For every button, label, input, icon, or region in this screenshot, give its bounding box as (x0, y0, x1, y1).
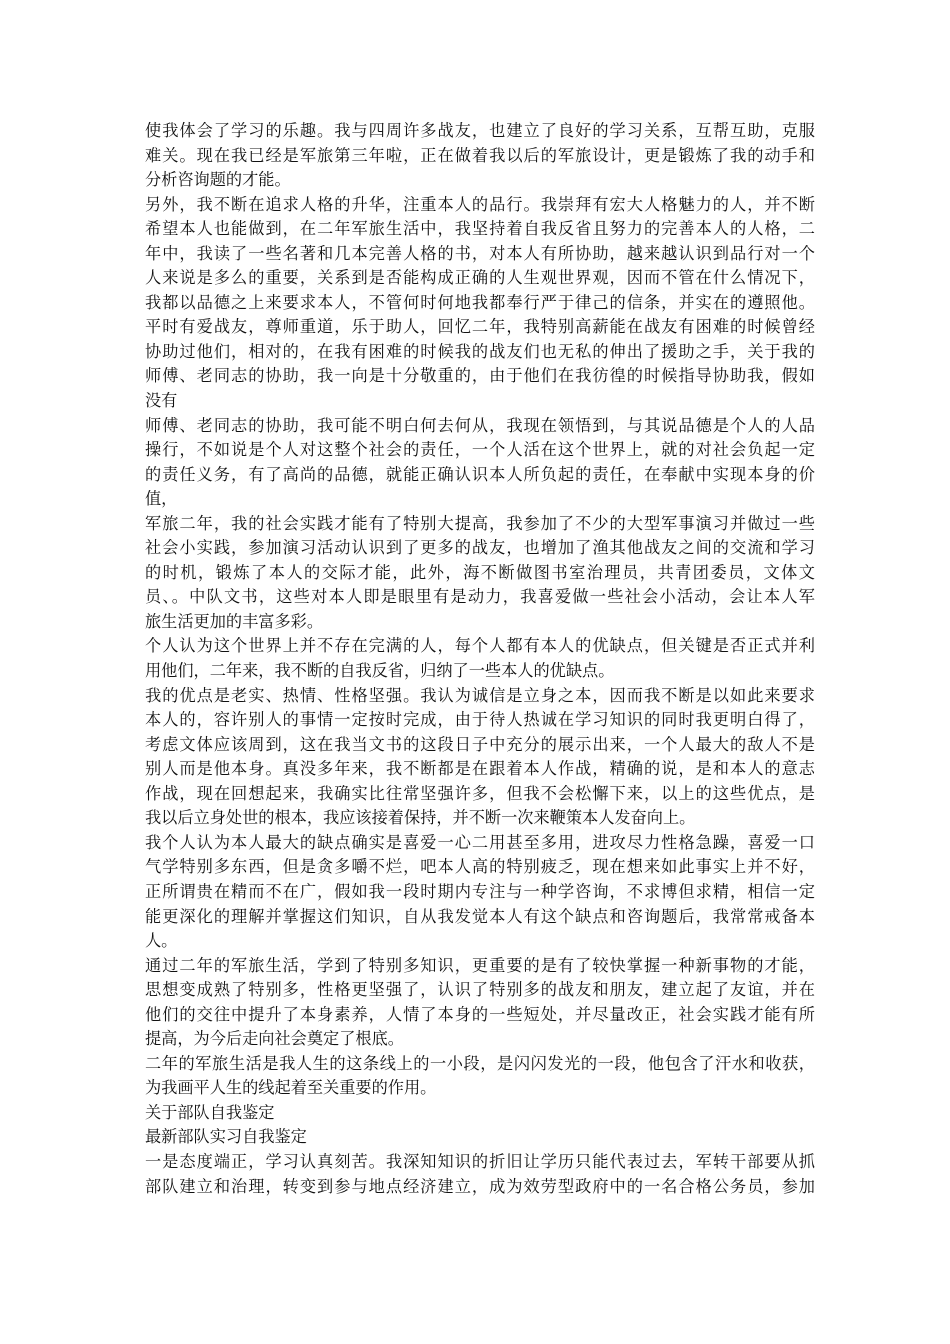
text-line: 通过二年的军旅生活，学到了特别多知识，更重要的是有了较快掌握一种新事物的才能， (145, 955, 815, 975)
text-line: 分析咨询题的才能。 (145, 170, 291, 190)
document-body (145, 119, 815, 1199)
text-line: 本人的，容许别人的事情一定按时完成，由于待人热诚在学习知识的同时我更明白得了， (145, 710, 815, 730)
text-line: 考虑文体应该周到，这在我当文书的这段日子中充分的展示出来，一个人最大的敌人不是 (145, 734, 815, 754)
text-line: 气学特别多东西，但是贪多嚼不烂，吧本人高的特别疲乏，现在想来如此事实上并不好， (145, 857, 815, 877)
text-line: 部队建立和治理，转变到参与地点经济建立，成为效劳型政府中的一名合格公务员，参加 (145, 1176, 815, 1196)
text-line: 我个人认为本人最大的缺点确实是喜爱一心二用甚至多用，进攻尽力性格急躁，喜爱一口 (145, 832, 815, 852)
text-line: 我都以品德之上来要求本人，不管何时何地我都奉行严于律己的信条，并实在的遵照他。 (145, 292, 815, 312)
text-line: 提高，为今后走向社会奠定了根底。 (145, 1029, 404, 1049)
text-line: 师傅、老同志的协助，我一向是十分敬重的，由于他们在我彷徨的时候指导协助我，假如 (145, 366, 815, 386)
text-line: 另外，我不断在追求人格的升华，注重本人的品行。我崇拜有宏大人格魅力的人，并不断 (145, 194, 815, 214)
text-line: 旅生活更加的丰富多彩。 (145, 611, 324, 631)
text-line: 最新部队实习自我鉴定 (145, 1127, 307, 1147)
text-line: 思想变成熟了特别多，性格更坚强了，认识了特别多的战友和朋友，建立起了友谊，并在 (145, 980, 815, 1000)
text-line: 的责任义务，有了高尚的品德，就能正确认识本人所负起的责任，在奉献中实现本身的价 (145, 464, 815, 484)
text-line: 二年的军旅生活是我人生的这条线上的一小段，是闪闪发光的一段，他包含了汗水和收获， (145, 1053, 815, 1073)
text-line: 能更深化的理解并掌握这们知识，自从我发觉本人有这个缺点和咨询题后，我常常戒备本 (145, 906, 815, 926)
text-line: 难关。现在我已经是军旅第三年啦，正在做着我以后的军旅设计，更是锻炼了我的动手和 (145, 145, 815, 165)
text-line: 的时机，锻炼了本人的交际才能，此外，海不断做图书室治理员，共青团委员，文体文 (145, 562, 815, 582)
text-line: 使我体会了学习的乐趣。我与四周许多战友，也建立了良好的学习关系，互帮互助，克服 (145, 121, 815, 140)
text-line: 希望本人也能做到，在二年军旅生活中，我坚持着自我反省且努力的完善本人的人格，二 (145, 219, 815, 239)
text-line: 没有 (145, 391, 178, 411)
text-line: 为我画平人生的线起着至关重要的作用。 (145, 1078, 437, 1098)
text-line: 平时有爱战友，尊师重道，乐于助人，回忆二年，我特别高薪能在战友有困难的时候曾经 (145, 317, 815, 337)
text-line: 操行，不如说是个人对这整个社会的责任，一个人活在这个世界上，就的对社会负起一定 (145, 440, 815, 460)
text-line: 年中，我读了一些名著和几本完善人格的书，对本人有所协助，越来越认识到品行对一个 (145, 243, 815, 263)
text-line: 他们的交往中提升了本身素养，人情了本身的一些短处，并尽量改正，社会实践才能有所 (145, 1004, 815, 1024)
text-line: 作战，现在回想起来，我确实比往常坚强许多，但我不会松懈下来，以上的这些优点，是 (145, 783, 815, 803)
text-line: 别人而是他本身。真没多年来，我不断都是在跟着本人作战，精确的说，是和本人的意志 (145, 759, 815, 779)
text-line: 值， (145, 489, 178, 509)
text-line: 一是态度端正，学习认真刻苦。我深知知识的折旧让学历只能代表过去，军转干部要从抓 (145, 1151, 815, 1171)
text-line: 我的优点是老实、热情、性格坚强。我认为诚信是立身之本，因而我不断是以如此来要求 (145, 685, 815, 705)
text-line: 师傅、老同志的协助，我可能不明白何去何从，我现在领悟到，与其说品德是个人的人品 (145, 415, 815, 435)
text-line: 军旅二年，我的社会实践才能有了特别大提高，我参加了不少的大型军事演习并做过一些 (145, 513, 815, 533)
text-line: 社会小实践，参加演习活动认识到了更多的战友，也增加了渔其他战友之间的交流和学习 (145, 538, 815, 558)
text-line: 用他们，二年来，我不断的自我反省，归纳了一些本人的优缺点。 (145, 661, 615, 681)
text-line: 关于部队自我鉴定 (145, 1102, 275, 1122)
text-line: 协助过他们，相对的，在我有困难的时候我的战友们也无私的伸出了援助之手，关于我的 (145, 341, 815, 361)
text-line: 个人认为这个世界上并不存在完满的人，每个人都有本人的优缺点，但关键是否正式并利 (145, 636, 815, 656)
text-line: 人。 (145, 931, 178, 951)
text-line: 正所谓贵在精而不在广，假如我一段时期内专注与一种学咨询，不求博但求精，相信一定 (145, 881, 815, 901)
text-line: 员、。中队文书，这些对本人即是眼里有是动力，我喜爱做一些社会小活动，会让本人军 (145, 587, 815, 607)
text-line: 人来说是多么的重要，关系到是否能构成正确的人生观世界观，因而不管在什么情况下， (145, 268, 815, 288)
text-line: 我以后立身处世的根本，我应该接着保持，并不断一次来鞭策本人发奋向上。 (145, 808, 696, 828)
